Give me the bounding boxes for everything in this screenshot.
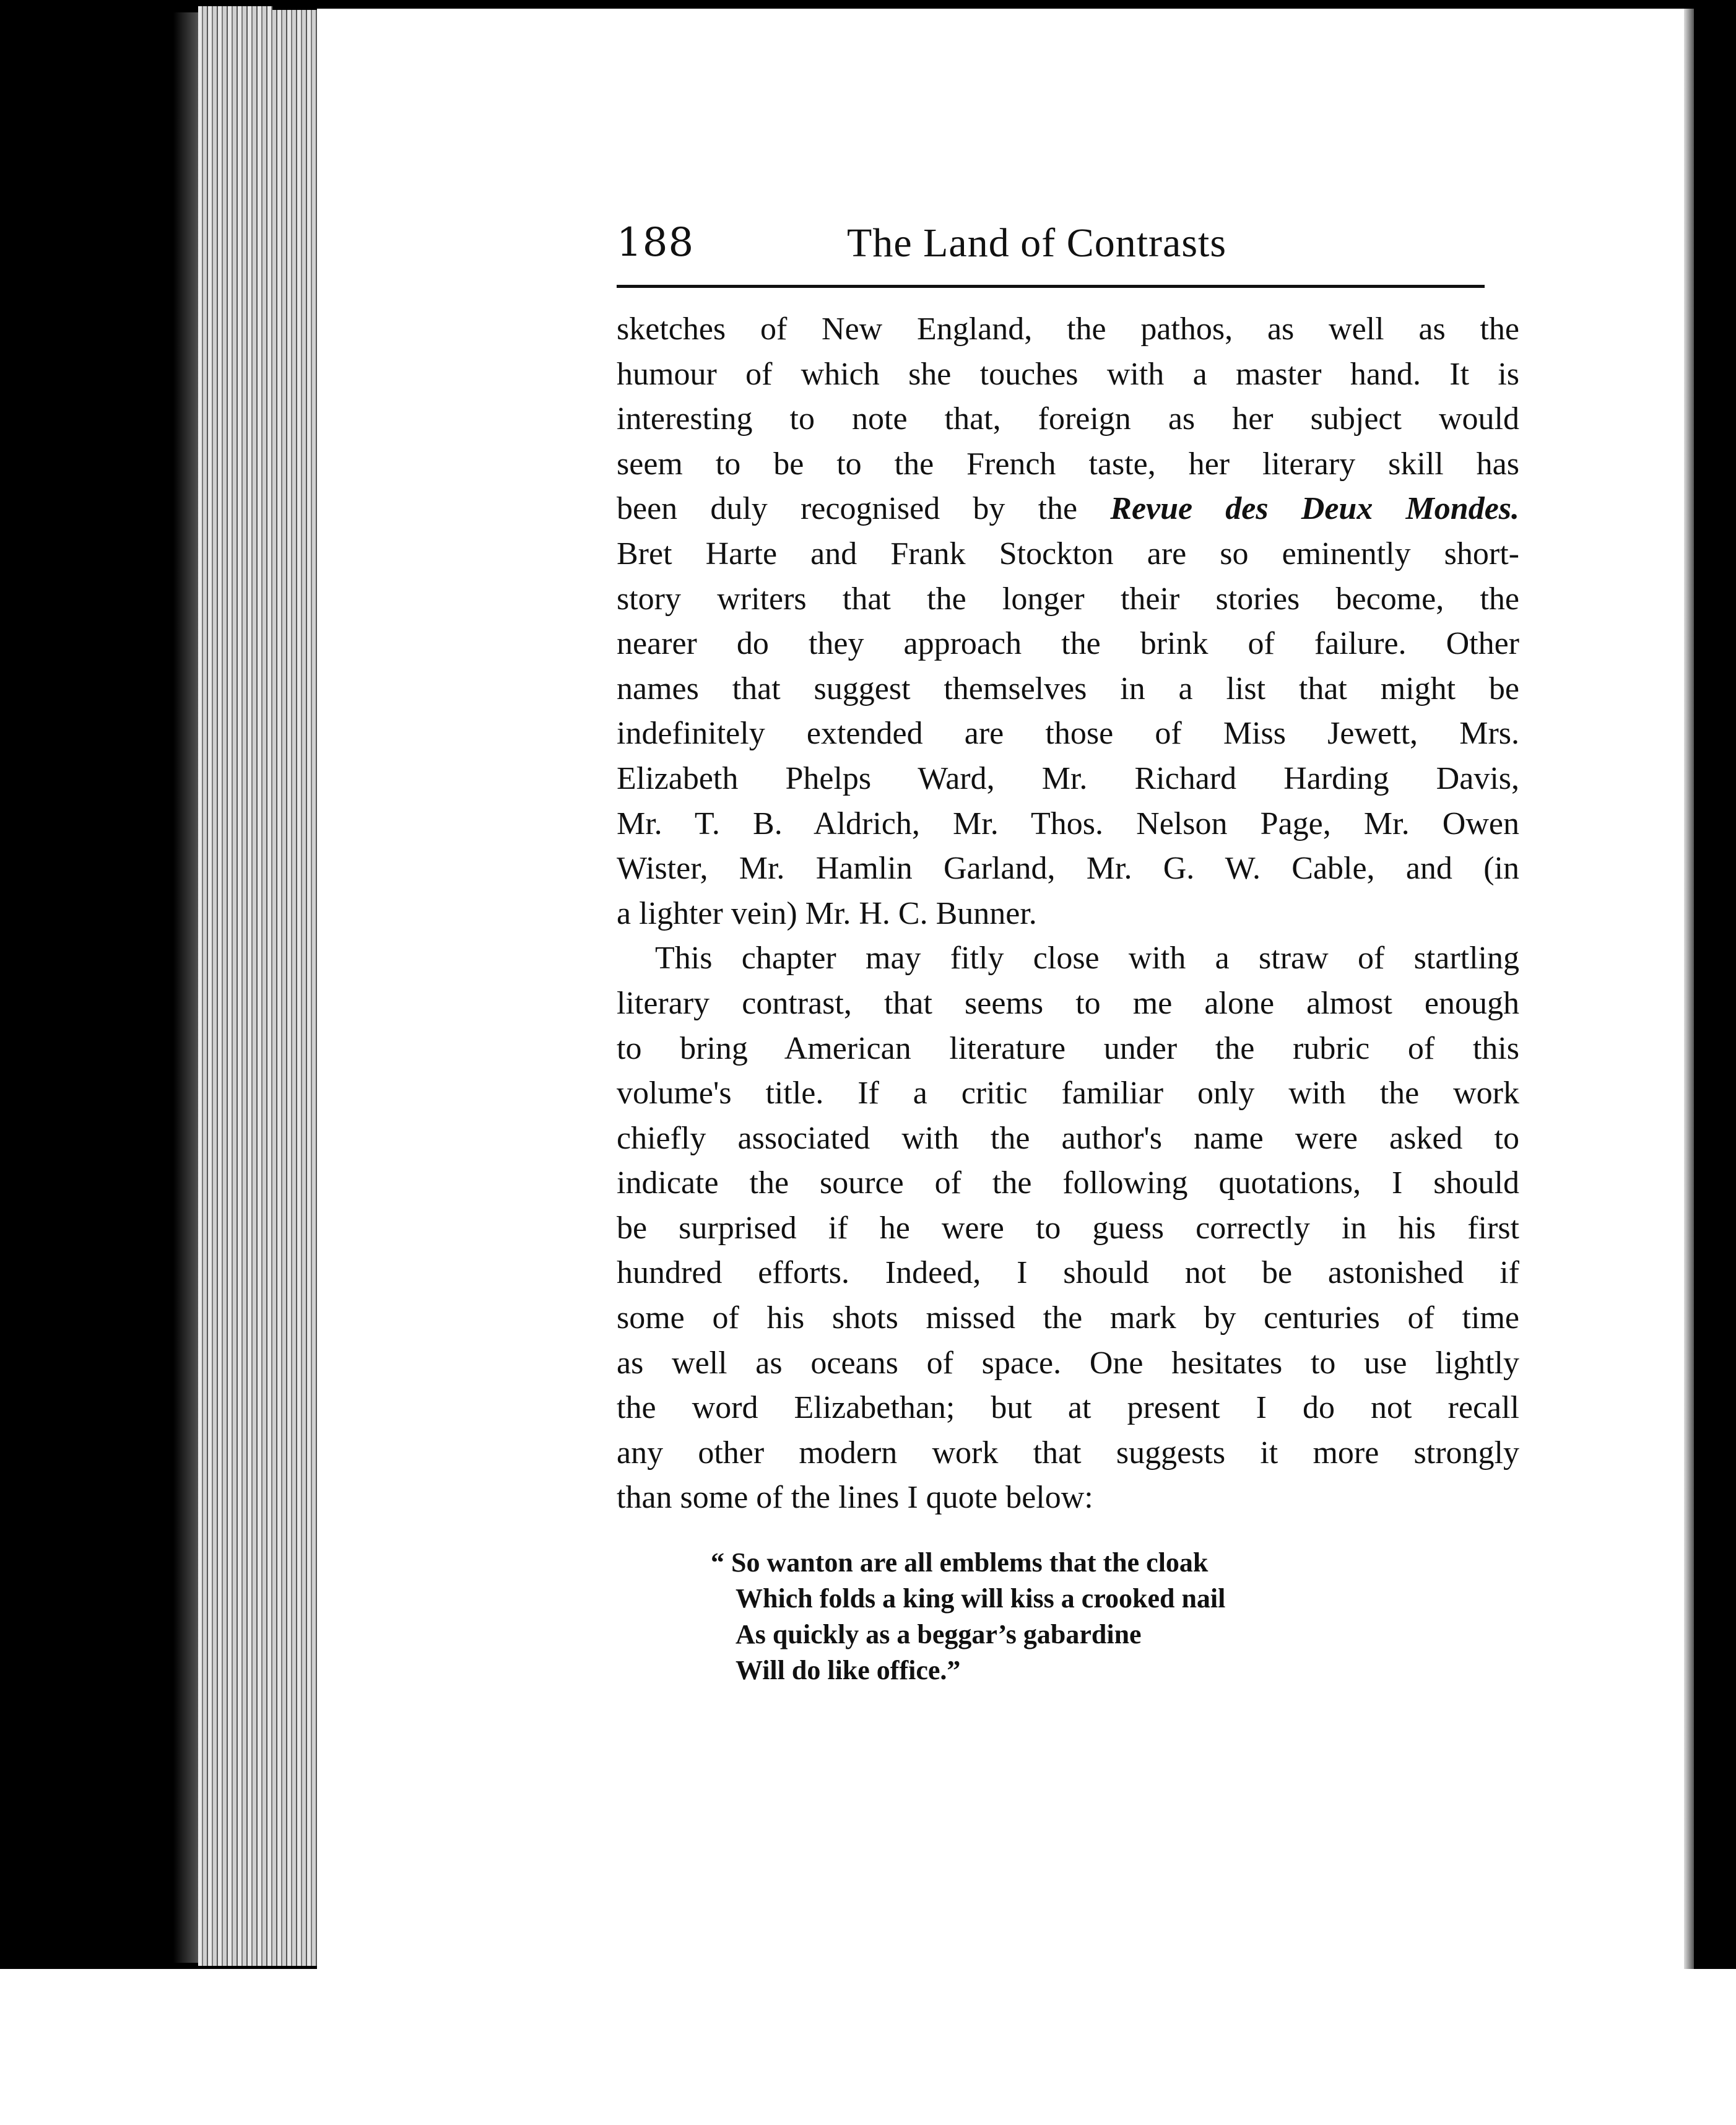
text-line: some of his shots missed the mark by centuries of time bbox=[617, 1300, 1519, 1336]
quote-line: As quickly as a beggar’s gabardine bbox=[736, 1619, 1142, 1649]
quote-line: “ So wanton are all emblems that the cloak bbox=[711, 1547, 1209, 1578]
text-line: indefinitely extended are those of Miss Jewett, Mrs. bbox=[617, 716, 1519, 752]
text-line: literary contrast, that seems to me alone almost enough bbox=[617, 985, 1519, 1021]
quote-line: Will do like office.” bbox=[736, 1655, 961, 1685]
text-line: Wister, Mr. Hamlin Garland, Mr. G. W. Cable, and (in bbox=[617, 851, 1519, 887]
text-line: interesting to note that, foreign as her subject would bbox=[617, 401, 1519, 437]
block-quote bbox=[711, 1545, 1225, 1688]
text-line: the word Elizabethan; but at present I do not recall bbox=[617, 1390, 1519, 1426]
text-line: be surprised if he were to guess correctly in his first bbox=[617, 1210, 1519, 1246]
page-header bbox=[617, 220, 1483, 276]
page-edges bbox=[198, 6, 322, 1966]
text-line: names that suggest themselves in a list that might be bbox=[617, 671, 1519, 706]
page-number: 188 bbox=[617, 220, 695, 266]
header-rule bbox=[617, 285, 1485, 288]
text-line: indicate the source of the following quotations, I should bbox=[617, 1165, 1519, 1201]
text-line: Elizabeth Phelps Ward, Mr. Richard Harding Davis, bbox=[617, 760, 1519, 796]
text-line: hundred efforts. Indeed, I should not be astonished if bbox=[617, 1255, 1519, 1291]
text-line: as well as oceans of space. One hesitates to use lightly bbox=[617, 1345, 1519, 1381]
text-line: than some of the lines I quote below: bbox=[617, 1480, 1093, 1516]
italic-title: Revue des Deux Mondes. bbox=[1110, 491, 1520, 527]
text-line bbox=[617, 487, 1519, 532]
text-line: nearer do they approach the brink of failure. Other bbox=[617, 626, 1519, 662]
text-line: Mr. T. B. Aldrich, Mr. Thos. Nelson Page, Mr. Owen bbox=[617, 806, 1519, 841]
text-line: to bring American literature under the rubric of this bbox=[617, 1030, 1519, 1066]
quote-line: Which folds a king will kiss a crooked nail bbox=[736, 1583, 1226, 1614]
right-scan-edge bbox=[1694, 0, 1736, 2125]
running-title: The Land of Contrasts bbox=[847, 220, 1227, 266]
body-text bbox=[617, 307, 1519, 1521]
text-line: any other modern work that suggests it more strongly bbox=[617, 1435, 1519, 1471]
bottom-margin bbox=[0, 1969, 1736, 2125]
text-line: seem to be to the French taste, her literary skill has bbox=[617, 446, 1519, 482]
text-line: volume's title. If a critic familiar only with the work bbox=[617, 1076, 1519, 1111]
text-line: story writers that the longer their stories become, the bbox=[617, 581, 1519, 617]
text-line: Bret Harte and Frank Stockton are so eminently short- bbox=[617, 536, 1519, 571]
text-line: a lighter vein) Mr. H. C. Bunner. bbox=[617, 895, 1037, 931]
text-line: sketches of New England, the pathos, as well as the bbox=[617, 311, 1519, 347]
text-line: humour of which she touches with a master hand. It is bbox=[617, 356, 1519, 392]
text-line-start: been duly recognised by the bbox=[617, 491, 1078, 527]
text-line: chiefly associated with the author's name were asked to bbox=[617, 1120, 1519, 1156]
text-line: This chapter may fitly close with a straw of startling bbox=[655, 941, 1519, 976]
